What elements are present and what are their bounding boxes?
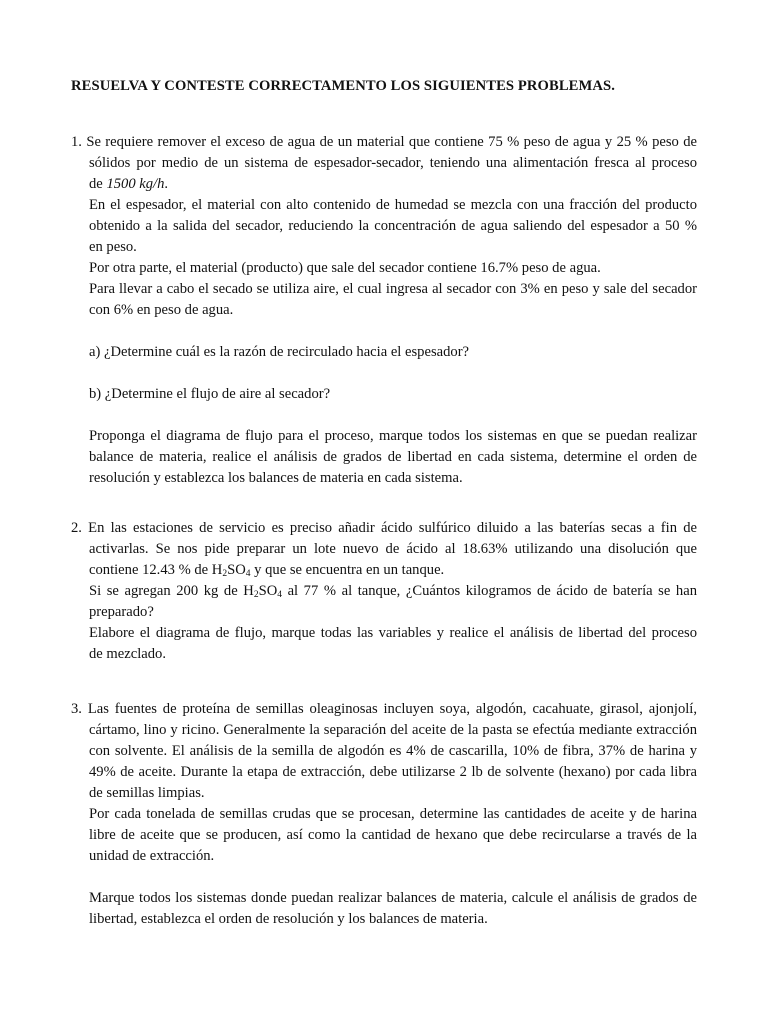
problem-1-instructions: balance de materia, realice el análisis de grados de libertad en cada sistema, determine el orden de bbox=[89, 449, 697, 465]
subscript: 4 bbox=[277, 590, 282, 600]
problem-2-text: y que se encuentra en un tanque. bbox=[250, 562, 445, 578]
problem-1-instructions: Proponga el diagrama de flujo para el proceso, marque todos los sistemas en que se puedan realizar bbox=[89, 428, 697, 444]
problem-2-line: activarlas. Se nos pide preparar un lote nuevo de ácido al 18.63% utilizando una disolución que bbox=[89, 541, 697, 557]
problem-3-line: cártamo, lino y ricino. Generalmente la separación del aceite de la pasta se efectúa mediante extracción bbox=[89, 722, 697, 738]
feed-rate-value: 1500 kg/h bbox=[106, 176, 165, 192]
problem-1-text: . bbox=[164, 176, 169, 192]
problem-2-text: al 77 % al tanque, ¿Cuántos kilogramos de ácido de batería se han bbox=[281, 583, 697, 599]
problem-3-line: unidad de extracción. bbox=[89, 848, 215, 864]
problem-1-instructions: resolución y establezca los balances de materia en cada sistema. bbox=[89, 470, 463, 486]
problem-3-closing: libertad, establezca el orden de resolución y los balances de materia. bbox=[89, 911, 488, 927]
problem-1-line: En el espesador, el material con alto contenido de humedad se mezcla con una fracción del producto bbox=[89, 197, 697, 213]
problem-1-line: 1. Se requiere remover el exceso de agua de un material que contiene 75 % peso de agua y 25 % peso de bbox=[71, 134, 697, 150]
subscript: 2 bbox=[222, 569, 228, 579]
problem-2 bbox=[71, 518, 697, 665]
problem-2-text: contiene 12.43 % de H bbox=[89, 562, 223, 578]
problem-3-line: 3. Las fuentes de proteína de semillas oleaginosas incluyen soya, algodón, cacahuate, girasol, ajonjolí, bbox=[71, 701, 697, 717]
problem-3-closing: Marque todos los sistemas donde puedan realizar balances de materia, calcule el análisis de grados de bbox=[89, 890, 697, 906]
problem-2-text: SO bbox=[227, 562, 246, 578]
problem-1-line: Por otra parte, el material (producto) que sale del secador contiene 16.7% peso de agua. bbox=[89, 260, 601, 276]
problem-2-line: Elabore el diagrama de flujo, marque todas las variables y realice el análisis de libertad del proceso bbox=[89, 625, 697, 641]
subscript: 4 bbox=[245, 569, 251, 579]
problem-3-line: con solvente. El análisis de la semilla de algodón es 4% de cascarilla, 10% de fibra, 37% de harina y bbox=[89, 743, 697, 759]
problem-1-line: Para llevar a cabo el secado se utiliza aire, el cual ingresa al secador con 3% en peso y sale del secador bbox=[89, 281, 697, 297]
problem-2-text: Si se agregan 200 kg de H bbox=[89, 583, 254, 599]
problem-3-line: Por cada tonelada de semillas crudas que se procesan, determine las cantidades de aceite y de harina bbox=[89, 806, 697, 822]
problem-2-line bbox=[71, 560, 697, 581]
problem-3-line: de semillas limpias. bbox=[89, 785, 205, 801]
problem-1-text: de bbox=[89, 176, 107, 192]
problem-1-line: sólidos por medio de un sistema de espesador-secador, teniendo una alimentación fresca al proceso bbox=[89, 155, 697, 171]
problem-2-line: de mezclado. bbox=[89, 646, 166, 662]
document-title: RESUELVA Y CONTESTE CORRECTAMENTO LOS SIGUIENTES PROBLEMAS. bbox=[71, 78, 615, 94]
problem-1-line: en peso. bbox=[89, 239, 137, 255]
problem-3-line: 49% de aceite. Durante la etapa de extracción, debe utilizarse 2 lb de solvente (hexano) por cada libra bbox=[89, 764, 697, 780]
problem-2-line: 2. En las estaciones de servicio es preciso añadir ácido sulfúrico diluido a las baterías secas a fin de bbox=[71, 520, 697, 536]
problem-2-line: preparado? bbox=[89, 604, 154, 620]
problem-2-text: SO bbox=[258, 583, 278, 599]
question-b: b) ¿Determine el flujo de aire al secador? bbox=[89, 386, 331, 402]
problem-3 bbox=[71, 699, 697, 930]
question-a: a) ¿Determine cuál es la razón de recirculado hacia el espesador? bbox=[89, 344, 470, 360]
problem-3-line: libre de aceite que se producen, así como la cantidad de hexano que debe recircularse a través de la bbox=[89, 827, 697, 843]
problem-1-line: obtenido a la salida del secador, reduciendo la concentración de agua saliendo del espesador a 50 % bbox=[89, 218, 697, 234]
problem-2-line bbox=[71, 581, 697, 602]
problem-1 bbox=[71, 132, 697, 489]
problem-1-line bbox=[71, 174, 697, 195]
problem-1-line: con 6% en peso de agua. bbox=[89, 302, 234, 318]
subscript: 2 bbox=[253, 590, 259, 600]
